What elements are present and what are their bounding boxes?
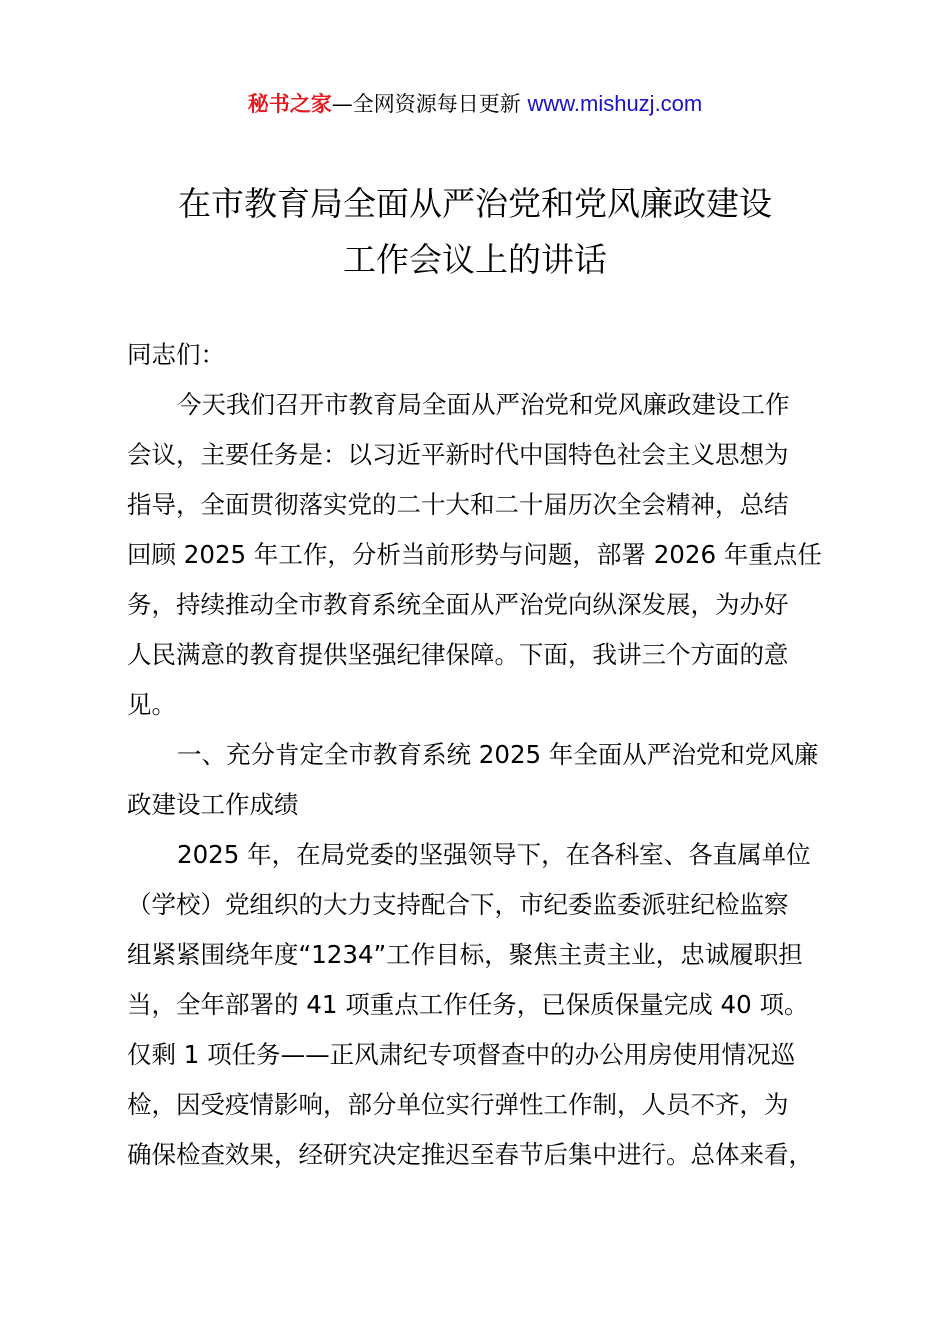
paragraph-line: 检，因受疫情影响，部分单位实行弹性工作制，人员不齐，为 — [127, 1090, 789, 1119]
paragraph-line: 见。 — [127, 690, 176, 719]
paragraph-line: 确保检查效果，经研究决定推迟至春节后集中进行。总体来看， — [127, 1140, 813, 1169]
speech-body — [127, 330, 837, 1180]
paragraph-line: （学校）党组织的大力支持配合下，市纪委监委派驻纪检监察 — [127, 890, 789, 919]
paragraph-line: 回顾 2025 年工作，分析当前形势与问题，部署 2026 年重点任 — [127, 540, 822, 569]
heading-line: 一、充分肯定全市教育系统 2025 年全面从严治党和党风廉 — [177, 740, 819, 769]
brand-name: 秘书之家 — [247, 92, 332, 116]
title-line-1: 在市教育局全面从严治党和党风廉政建设 — [178, 184, 772, 223]
paragraph-achievements — [127, 830, 837, 1180]
heading-line: 政建设工作成绩 — [127, 790, 299, 819]
paragraph-line: 指导，全面贯彻落实党的二十大和二十届历次全会精神，总结 — [127, 490, 789, 519]
paragraph-line: 当，全年部署的 41 项重点工作任务，已保质保量完成 40 项。 — [127, 990, 809, 1019]
site-banner — [0, 88, 950, 120]
section-heading-1 — [127, 730, 837, 830]
salutation: 同志们： — [127, 340, 225, 369]
paragraph-line: 务，持续推动全市教育系统全面从严治党向纵深发展，为办好 — [127, 590, 789, 619]
paragraph-opening — [127, 380, 837, 730]
paragraph-line: 会议，主要任务是：以习近平新时代中国特色社会主义思想为 — [127, 440, 789, 469]
banner-tagline: —全网资源每日更新 — [331, 92, 528, 116]
paragraph-line: 组紧紧围绕年度“1234”工作目标，聚焦主责主业，忠诚履职担 — [127, 940, 803, 969]
site-url-link[interactable]: www.mishuzj.com — [527, 91, 703, 116]
paragraph-line: 人民满意的教育提供坚强纪律保障。下面，我讲三个方面的意 — [127, 640, 789, 669]
paragraph-line: 2025 年，在局党委的坚强领导下，在各科室、各直属单位 — [177, 840, 811, 869]
paragraph-line: 今天我们召开市教育局全面从严治党和党风廉政建设工作 — [177, 390, 790, 419]
document-title — [0, 176, 950, 288]
title-line-2: 工作会议上的讲话 — [343, 240, 607, 279]
paragraph-line: 仅剩 1 项任务——正风肃纪专项督查中的办公用房使用情况巡 — [127, 1040, 796, 1069]
